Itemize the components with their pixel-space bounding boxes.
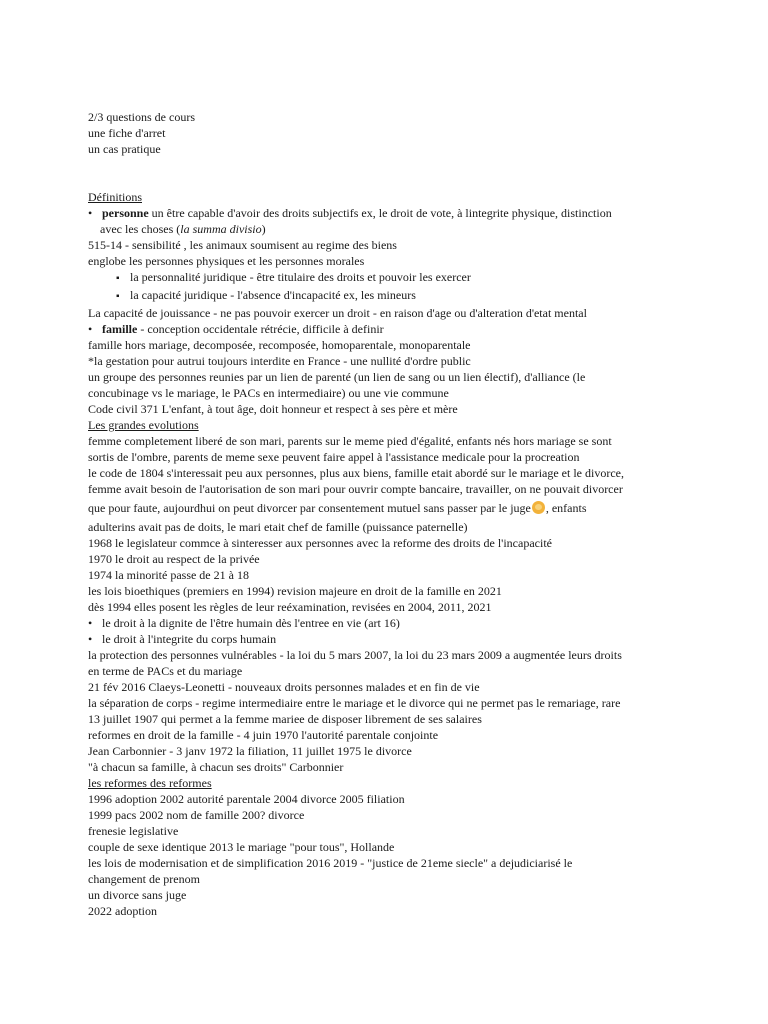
note-line: la protection des personnes vulnérables - la loi du 5 mars 2007, la loi du 23 mars 2009 a augmentée leurs droits [88,648,622,662]
sub-bullet-item [88,287,688,305]
note-line: Code civil 371 L'enfant, à tout âge, doit honneur et respect à ses père et mère [88,402,458,416]
note-line: 21 fév 2016 Claeys-Leonetti - nouveaux droits personnes malades et en fin de vie [88,680,480,694]
personne-bullet [88,205,688,221]
note-line: adulterins avait pas de doits, le mari etait chef de famille (puissance paternelle) [88,520,468,534]
note-line: la séparation de corps - regime intermediaire entre le mariage et le divorce qui ne permet pas le remariage, rare [88,696,621,710]
note-line: un divorce sans juge [88,888,187,902]
bullet-icon: • [88,322,93,336]
note-line: 1996 adoption 2002 autorité parentale 2004 divorce 2005 filiation [88,792,405,806]
summa-divisio-text: la summa divisio [180,222,262,236]
note-line: femme completement liberé de son mari, parents sur le meme pied d'égalité, enfants nés hors mariage se sont [88,434,612,448]
course-notes [88,189,688,919]
bullet-icon: • [88,632,93,646]
intro-line: un cas pratique [88,142,161,156]
note-line: "à chacun sa famille, à chacun ses droits" Carbonnier [88,760,344,774]
note-line: un groupe des personnes reunies par un lien de parenté (un lien de sang ou un lien électif), d'alliance (le [88,370,586,384]
note-line: les lois de modernisation et de simplification 2016 2019 - "justice de 21eme siecle" a dejudiciarisé le [88,856,573,870]
sub-bullet-item [88,269,688,287]
famille-text: - conception occidentale rétrécie, difficile à definir [137,322,384,336]
sub-bullet-text: la capacité juridique - l'absence d'incapacité ex, les mineurs [130,288,416,302]
note-line: 2022 adoption [88,904,157,918]
intro-line: une fiche d'arret [88,126,166,140]
note-line: le code de 1804 s'interessait peu aux personnes, plus aux biens, famille etait abordé sur le mariage et le divorce, [88,466,624,480]
note-line: dès 1994 elles posent les règles de leur reéxamination, revisées en 2004, 2011, 2021 [88,600,492,614]
exam-format-list [88,109,195,157]
note-line: changement de prenom [88,872,200,886]
note-line: concubinage vs le mariage, le PACs en intermediaire) ou une vie commune [88,386,449,400]
personne-cont-text: avec les choses ( [100,222,181,236]
intro-line: 2/3 questions de cours [88,110,195,124]
note-line: reformes en droit de la famille - 4 juin 1970 l'autorité parentale conjointe [88,728,439,742]
note-line: 13 juillet 1907 qui permet a la femme mariee de disposer librement de ses salaires [88,712,482,726]
droit-bullet [88,615,688,631]
reformes-heading: les reformes des reformes [88,776,212,790]
note-line: 1974 la minorité passe de 21 à 18 [88,568,249,582]
personne-text: un être capable d'avoir des droits subjectifs ex, le droit de vote, à lintegrite physique, distinction [148,206,612,220]
note-line: Jean Carbonnier - 3 janv 1972 la filiation, 11 juillet 1975 le divorce [88,744,412,758]
note-line: *la gestation pour autrui toujours interdite en France - une nullité d'ordre public [88,354,471,368]
note-line: femme avait besoin de l'autorisation de son mari pour ouvrir compte bancaire, travailler, on ne pouvait divorcer [88,482,623,496]
note-text: , enfants [545,501,587,515]
note-line: couple de sexe identique 2013 le mariage "pour tous", Hollande [88,840,395,854]
note-line-with-emoji [88,497,688,519]
evolutions-heading: Les grandes evolutions [88,418,199,432]
note-line: englobe les personnes physiques et les personnes morales [88,254,365,268]
sub-bullet-text: la personnalité juridique - être titulaire des droits et pouvoir les exercer [130,270,471,284]
note-line: frenesie legislative [88,824,179,838]
note-text: que pour faute, aujourdhui on peut divorcer par consentement mutuel sans passer par le juge [88,501,531,515]
definitions-heading: Définitions [88,190,142,204]
square-bullet-icon: ▪ [116,291,120,302]
note-line: les lois bioethiques (premiers en 1994) revision majeure en droit de la famille en 2021 [88,584,502,598]
personne-cont-close: ) [261,222,266,236]
note-line: 1999 pacs 2002 nom de famille 200? divorce [88,808,305,822]
note-line: sortis de l'ombre, parents de meme sexe peuvent faire appel à l'assistance medicale pour la procreation [88,450,580,464]
bullet-icon: • [88,616,93,630]
droit-bullet-text: le droit à l'integrite du corps humain [102,632,277,646]
note-line: en terme de PACs et du mariage [88,664,243,678]
note-line: 515-14 - sensibilité , les animaux soumisent au regime des biens [88,238,397,252]
woman-judge-emoji-icon [532,501,545,514]
personne-term: personne [102,206,149,220]
famille-term: famille [102,322,138,336]
bullet-icon: • [88,206,93,220]
note-line: 1970 le droit au respect de la privée [88,552,260,566]
note-line: famille hors mariage, decomposée, recomposée, homoparentale, monoparentale [88,338,471,352]
note-line: 1968 le legislateur commce à sinteresser aux personnes avec la reforme des droits de l'incapacité [88,536,552,550]
droit-bullet-text: le droit à la dignite de l'être humain dès l'entree en vie (art 16) [102,616,400,630]
famille-bullet [88,321,688,337]
square-bullet-icon: ▪ [116,273,120,284]
note-line: La capacité de jouissance - ne pas pouvoir exercer un droit - en raison d'age ou d'alteration d'etat mental [88,306,587,320]
droit-bullet [88,631,688,647]
personne-continuation [88,221,688,237]
